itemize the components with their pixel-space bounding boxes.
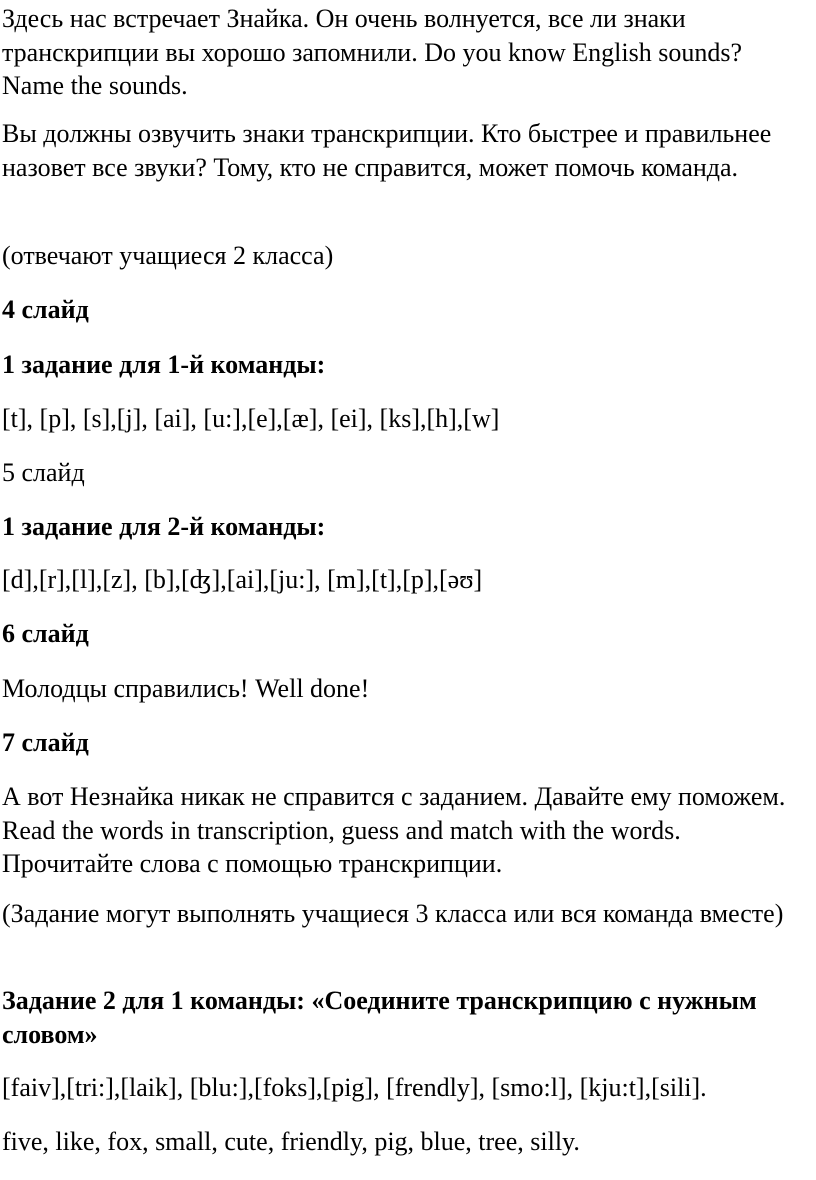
task-1-team-2-heading: 1 задание для 2-й команды: xyxy=(2,512,326,541)
sounds-list-team-1: [t], [p], [s],[j], [ai], [u:],[e],[æ], [ei], [ks],[h],[w] xyxy=(2,404,500,433)
task-1-team-1-heading: 1 задание для 1-й команды: xyxy=(2,350,326,379)
slide-7-heading: 7 слайд xyxy=(2,728,89,757)
slide-6-heading: 6 слайд xyxy=(2,619,89,648)
note-grade-3: (Задание могут выполнять учащиеся 3 класса или вся команда вместе) xyxy=(2,899,784,928)
slide-5-label: 5 слайд xyxy=(2,458,85,487)
slide-4-heading: 4 слайд xyxy=(2,295,89,324)
sounds-list-team-2: [d],[r],[l],[z], [b],[ʤ],[ai],[ju:], [m],[t],[p],[əʊ] xyxy=(2,565,483,594)
words-line: five, like, fox, small, cute, friendly, pig, blue, tree, silly. xyxy=(2,1127,580,1156)
task-2-heading: Задание 2 для 1 команды: «Соедините транскрипцию с нужным словом» xyxy=(2,986,757,1049)
transcriptions-line: [faiv],[tri:],[laik], [blu:],[foks],[pig], [frendly], [smo:l], [kju:t],[sili]. xyxy=(2,1073,707,1102)
instruction-paragraph: Вы должны озвучить знаки транскрипции. Кто быстрее и правильнее назовет все звуки? Тому, кто не справится, может помочь команда. xyxy=(2,119,772,182)
praise-line: Молодцы справились! Well done! xyxy=(2,674,370,703)
note-grade-2: (отвечают учащиеся 2 класса) xyxy=(2,241,334,270)
task-intro-paragraph: А вот Незнайка никак не справится с заданием. Давайте ему поможем. Read the words in transcription, guess and match with the words. Прочитайте слова с помощью транскрипции. xyxy=(2,782,786,878)
intro-paragraph: Здесь нас встречает Знайка. Он очень волнуется, все ли знаки транскрипции вы хорошо запомнили. Do you know English sounds? Name the sounds. xyxy=(2,4,742,100)
